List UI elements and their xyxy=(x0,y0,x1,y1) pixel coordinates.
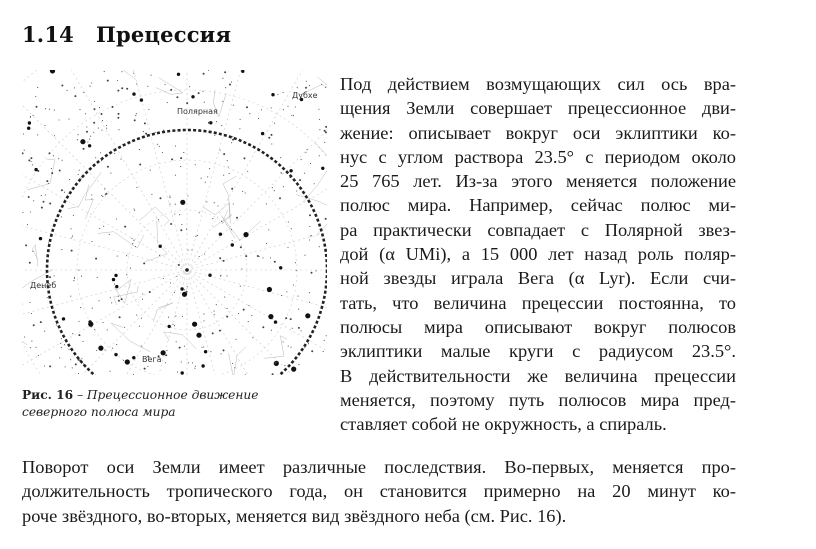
figure-caption-dash: – xyxy=(73,388,87,402)
star-label-deneb: Денеб xyxy=(30,281,57,290)
text-line: щения Земли совершает прецессионное дви- xyxy=(340,98,736,119)
text-line: тать, что величина прецессии постоянна, то xyxy=(340,292,736,313)
star-label-dubhe: Дубхе xyxy=(292,91,318,100)
text-line: полюсы мира описывают вокруг полюсов xyxy=(340,316,736,337)
text-line: жение: описывает вокруг оси эклиптики ко- xyxy=(340,122,736,143)
text-line: должительность тропического года, он становится примерно на 20 минут ко- xyxy=(22,481,736,502)
text-line: Под действием возмущающих сил ось вра- xyxy=(340,74,736,94)
star-map-grid xyxy=(22,70,327,375)
text-line: полюс мира. Например, сейчас полюс ми- xyxy=(340,195,736,216)
text-line: 25 765 лет. Из-за этого меняется положение xyxy=(340,171,736,192)
text-line: роче звёздного, во-вторых, меняется вид звёздного неба (см. Рис. 16). xyxy=(22,505,567,526)
text-line: меняется, поэтому путь полюсов мира пред- xyxy=(340,389,736,410)
text-line: эклиптики малые круги с радиусом 23.5°. xyxy=(340,341,736,362)
figure-caption-label: Рис. 16 xyxy=(22,388,74,402)
figure-caption-text: Прецессионное движение северного полюса мира xyxy=(22,388,259,419)
text-line: ра практически совпадает с Полярной звез- xyxy=(340,219,736,240)
paragraph-bottom xyxy=(22,455,736,528)
star-label-vega: Вега xyxy=(142,355,162,364)
star-label-polaris: Полярная xyxy=(177,107,218,116)
text-line: ной звезды играла Вега (α Lyr). Если счи- xyxy=(340,268,736,289)
text-line: ставляет собой не окружность, а спираль. xyxy=(340,414,667,435)
star-map-stars xyxy=(22,70,327,375)
text-line: Поворот оси Земли имеет различные последствия. Во-первых, меняется про- xyxy=(22,457,736,477)
ecliptic-pole-marker xyxy=(185,268,189,272)
figure-caption xyxy=(22,387,327,421)
section-heading xyxy=(22,22,231,47)
text-line: В действительности же величина прецессии xyxy=(340,365,736,386)
paragraph-right xyxy=(340,72,736,436)
star-map-image xyxy=(22,70,327,375)
star-map-figure xyxy=(22,70,327,375)
section-title: Прецессия xyxy=(95,22,232,47)
section-number: 1.14 xyxy=(22,22,74,47)
text-line: нус с углом раствора 23.5° с периодом около xyxy=(340,146,736,167)
text-line: дой (α UMi), а 15 000 лет назад роль поляр- xyxy=(340,244,736,265)
